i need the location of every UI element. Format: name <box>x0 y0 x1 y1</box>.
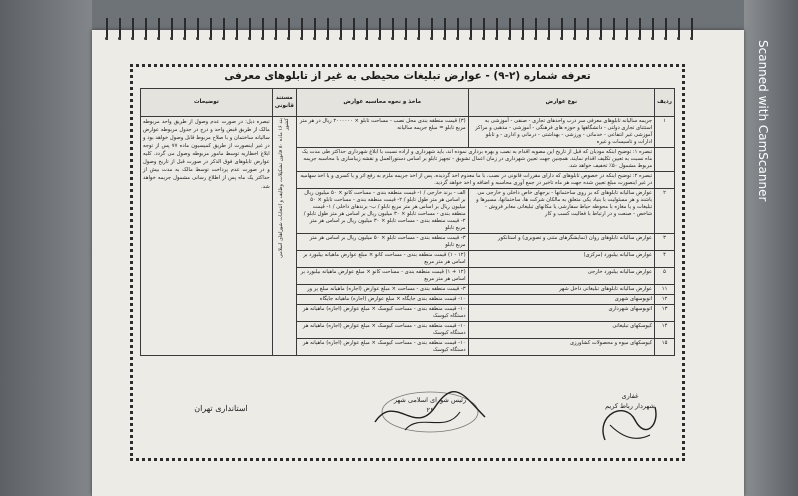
commission-name: غفاری <box>621 392 639 400</box>
row-calc: (۳) قیمت منطقه بندی محل نصب - مساحت تابلو × ۲۰۰۰۰۰۰ ریال در هر متر مربع تابلو = مبلغ جریمه سالیانه <box>296 117 468 148</box>
row-number <box>655 148 675 172</box>
commission-title: شهردار رباط کریم <box>605 401 655 410</box>
row-calc: ۱۰- قیمت منطقه بندی جایگاه × مبلغ عوارض (اجاره) ماهیانه جایگاه <box>296 295 468 305</box>
row-calc: الف - برند خارجی / ۱- قیمت منطقه بندی - مساحت کانو × ۵۰ میلیون ریال بر اساس هر متر طول تابلو / ۲- قیمت منطقه بندی - مساحت تابلو × ۵۰ میلیون ریال بر اساس هر متر مربع تابلو / ب- برندهای داخلی / ۱- قیمت منطقه بندی - مساحت تابلو × ۳۰ میلیون ریال بر اساس هر متر طول تابلو / ۲- قیمت منطقه بندی - مساحت تابلو × ۳۰ میلیون ریال بر اساس هر متر مربع تابلو <box>296 189 468 234</box>
law-cell <box>272 117 296 356</box>
row-type: عوارض سالیانه بیلبورد خارجی <box>468 268 655 285</box>
governorate-signature-label: استانداری تهران <box>194 404 248 413</box>
row-number: ۱۱ <box>655 285 675 295</box>
row-number: ۱۲ <box>655 295 675 305</box>
row-number: ۵ <box>655 268 675 285</box>
row-number: ۱۵ <box>655 339 675 356</box>
spiral-holes <box>100 36 700 41</box>
commission-handwritten-signature <box>590 395 670 450</box>
row-number <box>655 172 675 189</box>
header-type: نوع عوارض <box>468 89 655 117</box>
row-calc: ۱۰- قیمت منطقه بندی - مساحت کیوسک × مبلغ عوارض (اجاره) ماهیانه هر دستگاه کیوسک <box>296 322 468 339</box>
header-law: مستند قانونی <box>272 89 296 117</box>
row-calc: ۱۰- قیمت منطقه بندی - مساحت کیوسک × مبلغ عوارض (اجاره) ماهیانه هر دستگاه کیوسک <box>296 305 468 322</box>
tariff-table <box>140 88 675 356</box>
council-number: ۲۶ <box>426 405 434 414</box>
row-number: ۴ <box>655 251 675 268</box>
notes-cell <box>141 117 273 356</box>
row-calc: ۳- قیمت منطقه بندی - مساحت تابلو × ۵۰ میلیون ریال بر اساس هر متر مربع تابلو <box>296 234 468 251</box>
row-type: عوارض سالیانه بیلبورد (مرکزی) <box>468 251 655 268</box>
row-calc: (۱۲ + ۱) قیمت منطقه بندی - مساحت کانو × مبلغ عوارض ماهیانه بیلبورد بر اساس هر متر مربع <box>296 268 468 285</box>
header-row-number: ردیف <box>655 89 675 117</box>
row-calc: ۱۰- قیمت منطقه بندی - مساحت کیوسک × مبلغ عوارض (اجاره) ماهیانه هر دستگاه کیوسک <box>296 339 468 356</box>
row-number: ۳ <box>655 234 675 251</box>
notes-text: تبصره ذیل: در صورت عدم وصول از طریق واحد مربوطه مالک از طریق قبض واحد و درج در جدول مربوطه عوارض سالیانه ساختمان و با صلاح مربوط قابل وصول خواهد بود و در غیر اینصورت از طریق کمیسیون ماده ۷۷ پس از توجه ابلاغ اخطاریه توسط مامور مربوطه وصول می گردد. کلیه عوارض تابلوهای فوق الذکر در صورت قبل از تاریخ وصول و در صورت عدم پرداخت توسط مالک به مدت بیش از حداکثر یک ماه پس از اطلاع رسانی مشمول جریمه خواهد شد. <box>143 119 270 190</box>
row-number: ۱۴ <box>655 322 675 339</box>
row-type: عوارض سالیانه تابلوهای که بر روی ساختمانها - برجهای خاص داخلی و خارجی می باشند و هر مسئولیت با بنیاد یکی متعلق به مالکان شرکت ها، ساختمانها، مسیرها و تبلیغات و یا مغازه با محوطه حیاط سفارشی یا مکانهای تبلیغاتی معابر فروش - شاخص - صنعت و در ارتباط با فعالیت کسب و کار <box>468 189 655 234</box>
law-text: بند ۱۶ ماده ۸۰ قانون تشکیلات، وظایف و انتخابات شوراهای اسلامی کشور <box>278 118 291 258</box>
background-left <box>0 0 92 496</box>
table-header-row <box>141 89 675 117</box>
row-number: ۱ <box>655 117 675 148</box>
row-type: جریمه سالیانه تابلوهای معرفی سر درب واحدهای تجاری - صنفی - آموزشی به استثنای تجاری دولتی - دانشگاهها و حوزه های فرهنگی - آموزشی - مذهبی و مراکز آموزشی غیر انتفاعی - خدماتی - ورزشی - بهداشتی - درمانی و اداری - و تابلو ادارات و تاسیسات و غیره <box>468 117 655 148</box>
row-type: تبصره ۲: توضیح اینکه در خصوص تابلوهای که دارای مقررات قانونی در نصب، با ما معدوم اخذ گردیده، پس از اخذ جریمه ملزم به رفع اثر و یا کسری و یا اخذ سهامیه در غیر اینصورت مبلغ تعیین شده جهت هر ماه تاخیر در جمع آوری محاسبه و اضافه و اخذ خواهد گردید. <box>296 172 654 189</box>
row-type: کیوسکهای تبلیغاتی <box>468 322 655 339</box>
row-number: ۱۳ <box>655 305 675 322</box>
council-title: رئیس شورای اسلامی شهر <box>393 396 467 404</box>
row-type: عوارض سالیانه تابلوهای روان (نمایشگرهای متنی و تصویری) و استانکور <box>468 234 655 251</box>
camscanner-watermark: Scanned with CamScanner <box>756 40 770 202</box>
row-type: اتوبوسهای شهری <box>468 295 655 305</box>
council-handwritten-signature <box>365 382 495 442</box>
row-type: تبصره ۱: توضیح اینکه مودیان که قبل از تاریخ این مصوبه اقدام به نصب و بهره برداری نموده اند، باید شهرداری و اراده نسبت با ابلاغ شهرداری حداکثر طی مدت یک ماه نسبت به تعیین تکلیف اقدام نمایند. همچنین جهت تعیین شهرداری در زمان اعمال تشویق - تجهیز تابلو بر اساس دستورالعمل و نقشه زیباسازی با محاسبه جریمه مربوط مشمول ۵۰٪ تخفیف خواهد شد. <box>296 148 654 172</box>
header-calc: ماخذ و نحوه محاسبه عوارض <box>296 89 468 117</box>
row-number: ۲ <box>655 189 675 234</box>
row-type: عوارض سالیانه تابلوهای تبلیغاتی داخل شهر <box>468 285 655 295</box>
header-notes: توضیحات <box>141 89 273 117</box>
document-title: تعرفه شماره (۲-۹) - عوارض تبلیغات محیطی به غیر از تابلوهای معرفی <box>224 70 591 82</box>
table-row <box>141 117 675 148</box>
row-calc: (۱۲ - ۱) قیمت منطقه بندی - مساحت کانو × مبلغ عوارض ماهیانه بیلبورد بر اساس هر متر مربع <box>296 251 468 268</box>
row-type: کیوسکهای میوه و محصولات کشاورزی <box>468 339 655 356</box>
row-type: اتوبوسهای شهرداری <box>468 305 655 322</box>
row-calc: ۳- قیمت منطقه بندی - مساحت × مبلغ عوارض (اجاره) ماهیانه مبلغ پر ور <box>296 285 468 295</box>
